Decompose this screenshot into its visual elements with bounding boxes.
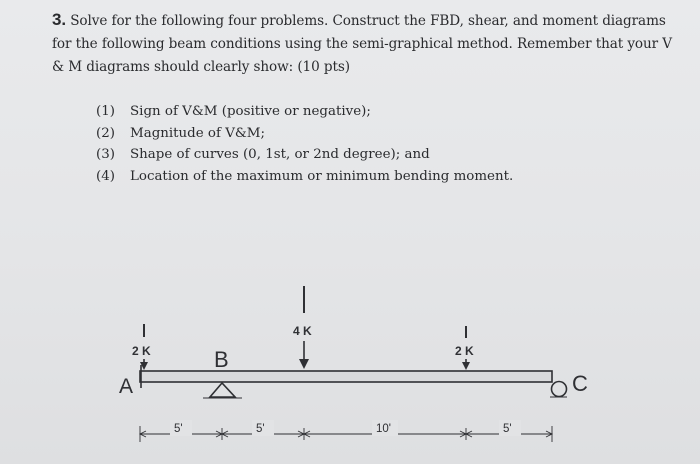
condition-number: (4) <box>96 168 115 184</box>
condition-item <box>96 144 513 166</box>
point-c-label: C <box>572 371 588 396</box>
condition-text: Shape of curves (0, 1st, or 2nd degree); and <box>130 147 430 163</box>
span-label-ab: 5' <box>174 423 183 435</box>
condition-item <box>96 123 513 145</box>
beam <box>140 371 552 382</box>
condition-text: Sign of V&M (positive or negative); <box>130 104 371 119</box>
load-label-2k-right: 2 K <box>455 344 474 358</box>
condition-text: Location of the maximum or minimum bending moment. <box>130 168 514 184</box>
load-label-4k: 4 K <box>293 324 312 338</box>
pin-support-b <box>210 383 235 397</box>
problem-number: 3. <box>52 10 66 29</box>
problem-statement <box>52 8 682 79</box>
condition-number: (3) <box>96 147 115 163</box>
condition-item <box>96 101 513 123</box>
condition-text: Magnitude of V&M; <box>130 125 266 141</box>
condition-item <box>96 166 513 188</box>
point-b-label: B <box>214 347 229 372</box>
point-a-label: A <box>119 375 134 398</box>
roller-support-c <box>552 382 567 397</box>
dimension-line <box>140 426 552 442</box>
span-label-2k-c: 5' <box>503 423 512 435</box>
condition-number: (2) <box>96 125 115 141</box>
conditions-list <box>96 101 513 187</box>
problem-text: Solve for the following four problems. Construct the FBD, shear, and moment diagrams for the following beam conditions using the semi-graphical method. Remember that your V & M diagrams should clearly show: (10 pts) <box>52 13 672 75</box>
beam-diagram <box>0 280 700 464</box>
load-label-2k-left: 2 K <box>132 344 151 358</box>
condition-number: (1) <box>96 104 115 119</box>
span-label-b-4k: 5' <box>256 423 265 435</box>
span-label-4k-2k: 10' <box>376 423 391 435</box>
